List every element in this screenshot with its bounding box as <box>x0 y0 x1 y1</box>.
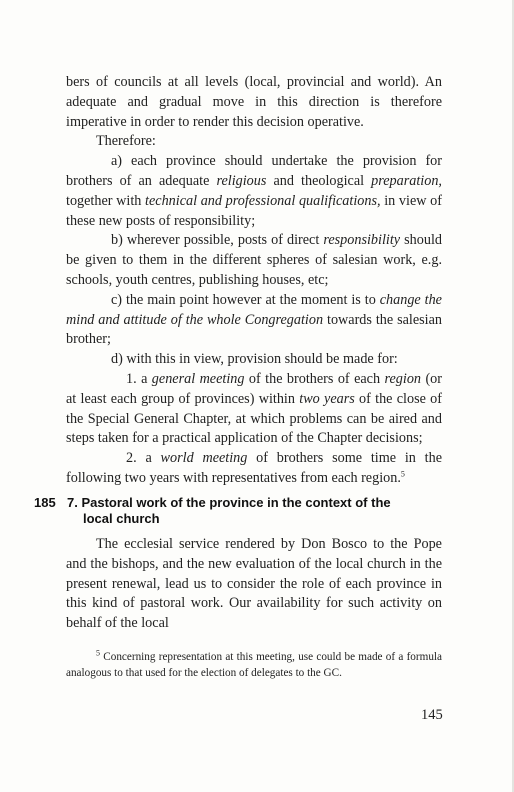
margin-number: 185 <box>34 495 56 510</box>
section-title-line-1: 7. Pastoral work of the province in the context of the <box>67 495 391 510</box>
footnote-mark: 5 <box>96 648 100 658</box>
footnote <box>66 650 442 681</box>
paragraph-therefore: Therefore: <box>96 133 156 150</box>
item-a: a) each province should undertake the provision for brothers of an adequate religious and theological preparation, together with technical and professional qualifications, in view of these new posts of responsibility; <box>66 153 442 229</box>
item-c: c) the main point however at the moment is to change the mind and attitude of the whole Congregation towards the salesian brother; <box>66 291 442 348</box>
item-d: d) with this in view, provision should be made for: <box>111 351 398 368</box>
section-title-line-2: local church <box>83 511 160 526</box>
section-title <box>67 495 447 527</box>
footnote-text: Concerning representation at this meeting, use could be made of a formula analogous to that used for the election of delegates to the GC. <box>66 651 442 679</box>
section-paragraph: The ecclesial service rendered by Don Bosco to the Pope and the bishops, and the new evaluation of the local church in the present renewal, lead us to consider the role of each province in this kind of pastoral work. Our availability for such activity on behalf of the local <box>66 536 442 632</box>
item-d2: 2. a world meeting of brothers some time in the following two years with representatives from each region.$^5$ <box>66 450 442 486</box>
footnote-reference: 5 <box>400 469 405 479</box>
paragraph-continuation: bers of councils at all levels (local, provincial and world). An adequate and gradual move in this direction is therefore imperative in order to render this decision operative. <box>66 74 442 130</box>
body-text <box>66 73 442 489</box>
item-d1: 1. a general meeting of the brothers of each region (or at least each group of provinces) within two years of the close of the Special General Chapter, at which problems can be aired and steps taken for a practical application of the Chapter decisions; <box>66 370 443 447</box>
page-number: 145 <box>421 707 443 723</box>
item-b: b) wherever possible, posts of direct responsibility should be given to them in the different spheres of salesian work, e.g. schools, youth centres, publishing houses, etc; <box>66 232 442 288</box>
